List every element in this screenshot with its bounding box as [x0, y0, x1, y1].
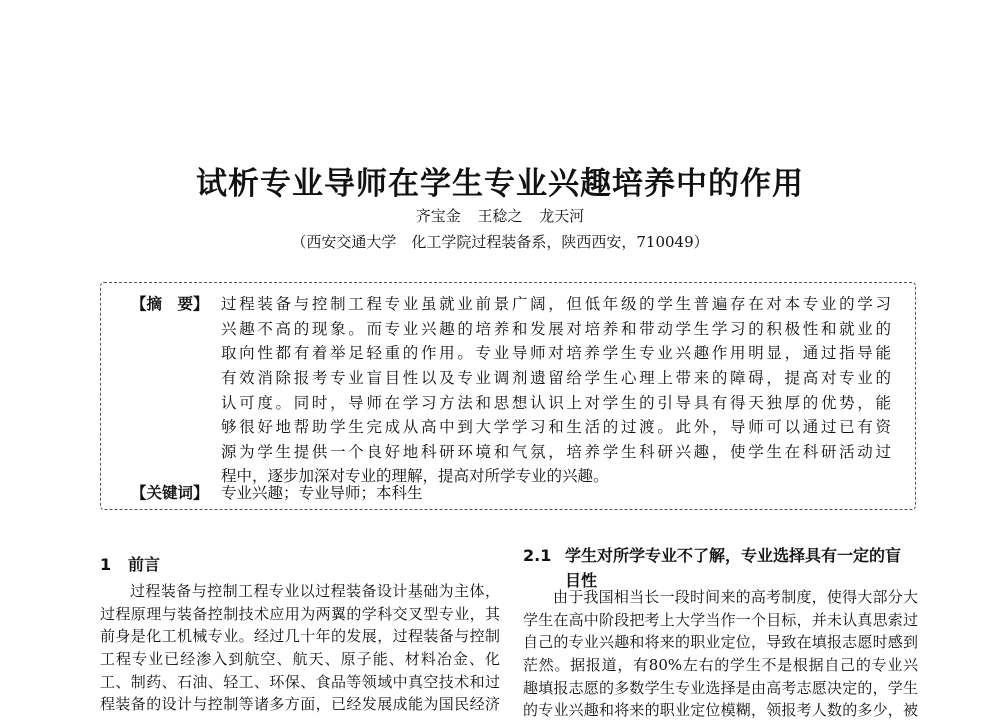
- body-line: 程装备的设计与控制等诸多方面，已经发展成能为国民经济: [100, 695, 500, 714]
- body-line: 过程装备与控制工程专业以过程装备设计基础为主体，: [130, 582, 500, 600]
- abstract-line: 兴趣不高的现象。而专业兴趣的培养和发展对培养和带动学生学习的积极性和就业的: [221, 319, 891, 338]
- section-number: 2.1: [523, 546, 552, 565]
- section-title: 前言: [128, 555, 161, 574]
- body-line: 由于我国相当长一段时间来的高考制度，使得大部分大: [553, 588, 918, 606]
- section-number: 1: [100, 555, 112, 574]
- affiliation: （西安交通大学 化工学院过程装备系，陕西西安，710049）: [291, 233, 709, 251]
- abstract-line: 源为学生提供一个良好地科研环境和气氛，培养学生科研兴趣，使学生在科研活动过: [221, 442, 891, 461]
- section-1-heading: [100, 552, 160, 575]
- abstract-text: [221, 292, 891, 489]
- abstract-line: 程中，逐步加深对专业的理解，提高对所学专业的兴趣。: [221, 467, 609, 486]
- abstract-box: [100, 282, 916, 510]
- section-title-line: 学生对所学专业不了解，专业选择具有一定的盲: [565, 546, 902, 565]
- body-line: 过程原理与装备控制技术应用为两翼的学科交叉型专业，其: [100, 604, 500, 623]
- keywords-label: 【关键词】: [131, 484, 209, 502]
- body-line: 工程专业已经渗入到航空、航天、原子能、材料冶金、化: [100, 650, 500, 669]
- body-line: 趣填报志愿的多数学生专业选择是由高考志愿决定的，学生: [523, 678, 918, 697]
- abstract-line: 有效消除报考专业盲目性以及专业调剂遗留给学生心理上带来的障碍，提高对专业的: [221, 368, 891, 387]
- abstract-line: 够很好地帮助学生完成从高中到大学学习和生活的过渡。此外，导师可以通过已有资: [221, 418, 891, 437]
- section-title-line: 目性: [565, 571, 598, 590]
- section-2-1-heading: [523, 543, 923, 591]
- body-line: 学生在高中阶段把考上大学当作一个目标，并未认真思索过: [523, 610, 918, 629]
- paper-title: 试析专业导师在学生专业兴趣培养中的作用: [196, 166, 804, 202]
- abstract-line: 认可度。同时，导师在学习方法和思想认识上对学生的引导具有得天独厚的优势，能: [221, 393, 891, 412]
- keywords-text: 专业兴趣；专业导师；本科生: [221, 484, 423, 502]
- body-line: 工、制药、石油、轻工、环保、食品等领域中真空技术和过: [100, 672, 500, 691]
- abstract-label: 【摘 要】: [131, 295, 209, 313]
- abstract-line: 过程装备与控制工程专业虽就业前景广阔，但低年级的学生普遍存在对本专业的学习: [221, 295, 891, 313]
- body-line: 前身是化工机械专业。经过几十年的发展，过程装备与控制: [100, 627, 500, 646]
- section-1-body: [100, 580, 500, 716]
- abstract-line: 取向性都有着举足轻重的作用。专业导师对培养学生专业兴趣作用明显，通过指导能: [221, 344, 891, 363]
- authors: 齐宝金 王稔之 龙天河: [415, 207, 585, 225]
- body-line: 茫然。据报道，有80%左右的学生不是根据自己的专业兴: [523, 656, 918, 675]
- body-line: 自己的专业兴趣和将来的职业定位，导致在填报志愿时感到: [523, 633, 918, 652]
- body-line: 的专业兴趣和将来的职业定位模糊，领报考人数的多少，被: [523, 701, 918, 720]
